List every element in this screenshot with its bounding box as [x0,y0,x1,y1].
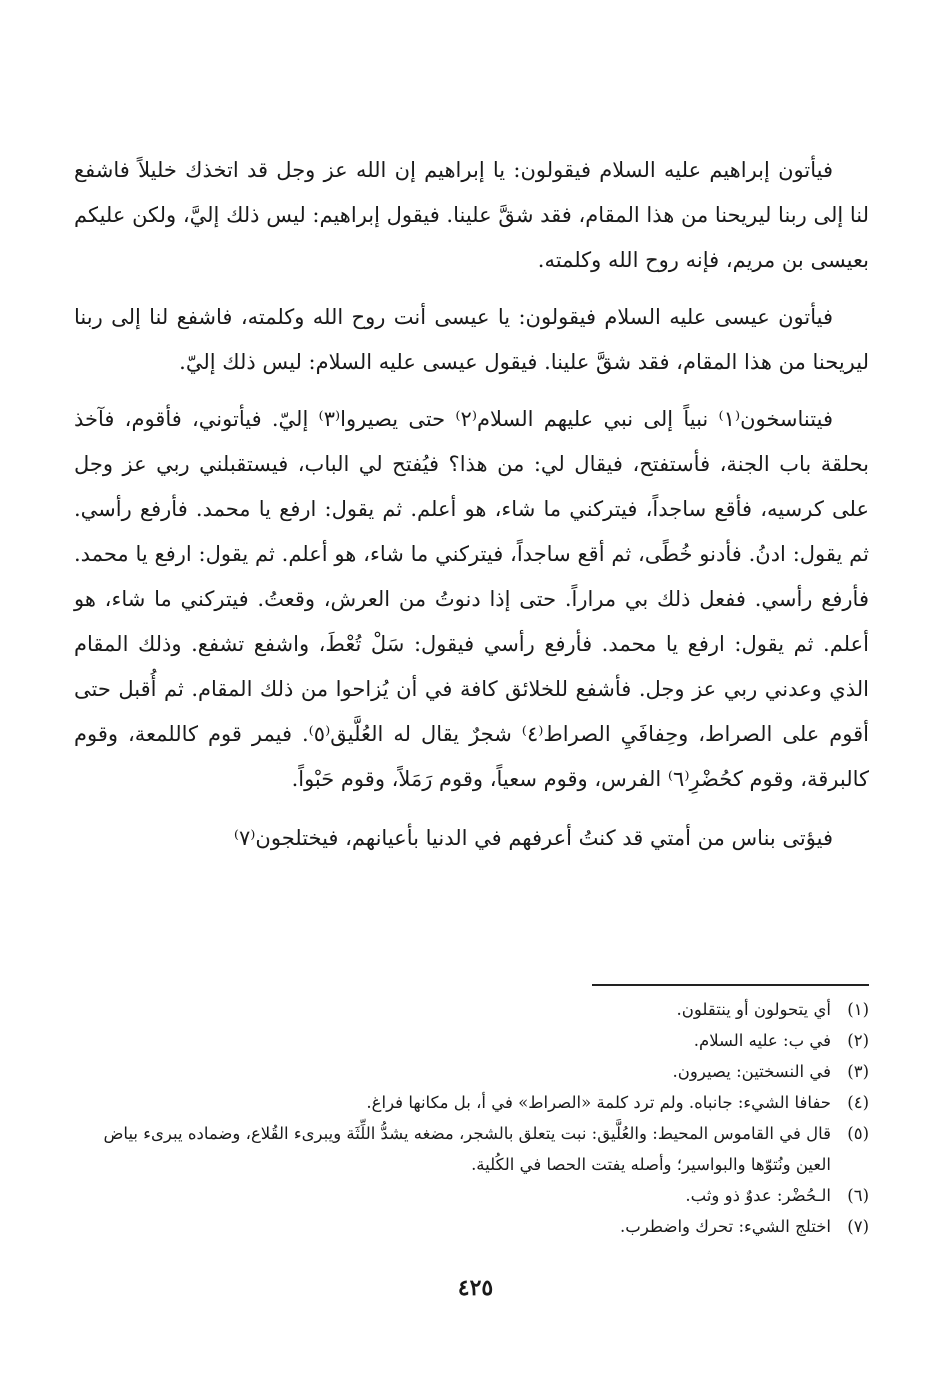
paragraph-2: فيأتون عيسى عليه السلام فيقولون: يا عيسى أنت روح الله وكلمته، فاشفع لنا إلى ربنا ليريحنا من هذا المقام، فقد شقَّ علينا. فيقول عيسى عليه السلام: ليس ذلك إليّ. [74,305,869,374]
footnote-3 [74,1056,869,1087]
footnote-2 [74,1025,869,1056]
footnote-text: قال في القاموس المحيط: والعُلَّيق: نبت يتعلق بالشجر، مضغه يشدُّ اللِّثَة ويبرىء القُلاع، وضماده يبرىء بياض العين ونُتوّها والبواسير؛ وأصله يفتت الحصا في الكُلية. [103,1124,831,1174]
footnote-1 [74,994,869,1025]
footnote-number: (١) [847,1000,869,1019]
footnote-number: (٦) [847,1186,869,1205]
footnote-number: (٣) [847,1062,869,1081]
footnote-number: (٢) [847,1031,869,1050]
footnote-number: (٥) [847,1124,869,1143]
paragraph-1: فيأتون إبراهيم عليه السلام فيقولون: يا إبراهيم إن الله عز وجل قد اتخذك خليلاً فاشفع لنا إلى ربنا ليريحنا من هذا المقام، فقد شقَّ علينا. فيقول إبراهيم: ليس ذلك إليَّ، ولكن عليكم بعيسى بن مريم، فإنه روح الله وكلمته. [74,158,869,272]
page-number: ٤٢٥ [457,1275,494,1301]
footnote-text: في النسختين: يصيرون. [672,1062,831,1081]
footnote-5 [74,1118,869,1180]
footnote-7 [74,1211,869,1242]
footnotes-section [74,994,869,1242]
footnote-6 [74,1180,869,1211]
paragraph-3: فيتناسخون⁽١⁾ نبياً إلى نبي عليهم السلام⁽٢⁾ حتى يصيروا⁽٣⁾ إليّ. فيأتوني، فأقوم، فآخذ بحلقة باب الجنة، فأستفتح، فيقال لي: من هذا؟ فيُفتح لي الباب، فيستقبلني ربي عز وجل على كرسيه، فأقع ساجداً، فيتركني ما شاء، هو أعلم. ثم يقول: ارفع يا محمد. فأرفع رأسي. ثم يقول: ادنُ. فأدنو خُطًى، ثم أقع ساجداً، فيتركني ما شاء، هو أعلم. ثم يقول: ارفع يا محمد. فأرفع رأسي. ففعل ذلك بي مراراً. حتى إذا دنوتُ من العرش، وقعتُ. فيتركني ما شاء، هو أعلم. ثم يقول: ارفع يا محمد. فأرفع رأسي فيقول: سَلْ تُعْطَ، واشفع تشفع. وذلك المقام الذي وعدني ربي عز وجل. فأشفع للخلائق كافة في أن يُزاحوا من ذلك المقام. ثم أُقبل حتى أقوم على الصراط، وحِفافَيِ الصراط⁽٤⁾ شجرٌ يقال له العُلَّيق⁽٥⁾. فيمر قوم كاللمعة، وقوم كالبرقة، وقوم كحُضْرِ⁽٦⁾ الفرس، وقوم سعياً، وقوم رَمَلاً، وقوم حَبْواً. [74,407,869,791]
footnote-text: في ب: عليه السلام. [693,1031,831,1050]
footnote-number: (٧) [847,1217,869,1236]
footnote-number: (٤) [847,1093,869,1112]
paragraph-4: فيؤتى بناس من أمتي قد كنتُ أعرفهم في الدنيا بأعيانهم، فيختلجون⁽٧⁾ [233,826,833,850]
footnote-text: الـحُضْر: عدوٌ ذو وثب. [685,1186,831,1205]
main-text-body [74,148,869,873]
footnote-separator [592,984,869,986]
footnote-text: حفافا الشيء: جانباه. ولم ترد كلمة «الصراط» في أ، بل مكانها فراغ. [366,1093,831,1112]
footnote-4 [74,1087,869,1118]
footnote-text: اختلج الشيء: تحرك واضطرب. [620,1217,831,1236]
footnote-text: أي يتحولون أو ينتقلون. [676,1000,831,1019]
